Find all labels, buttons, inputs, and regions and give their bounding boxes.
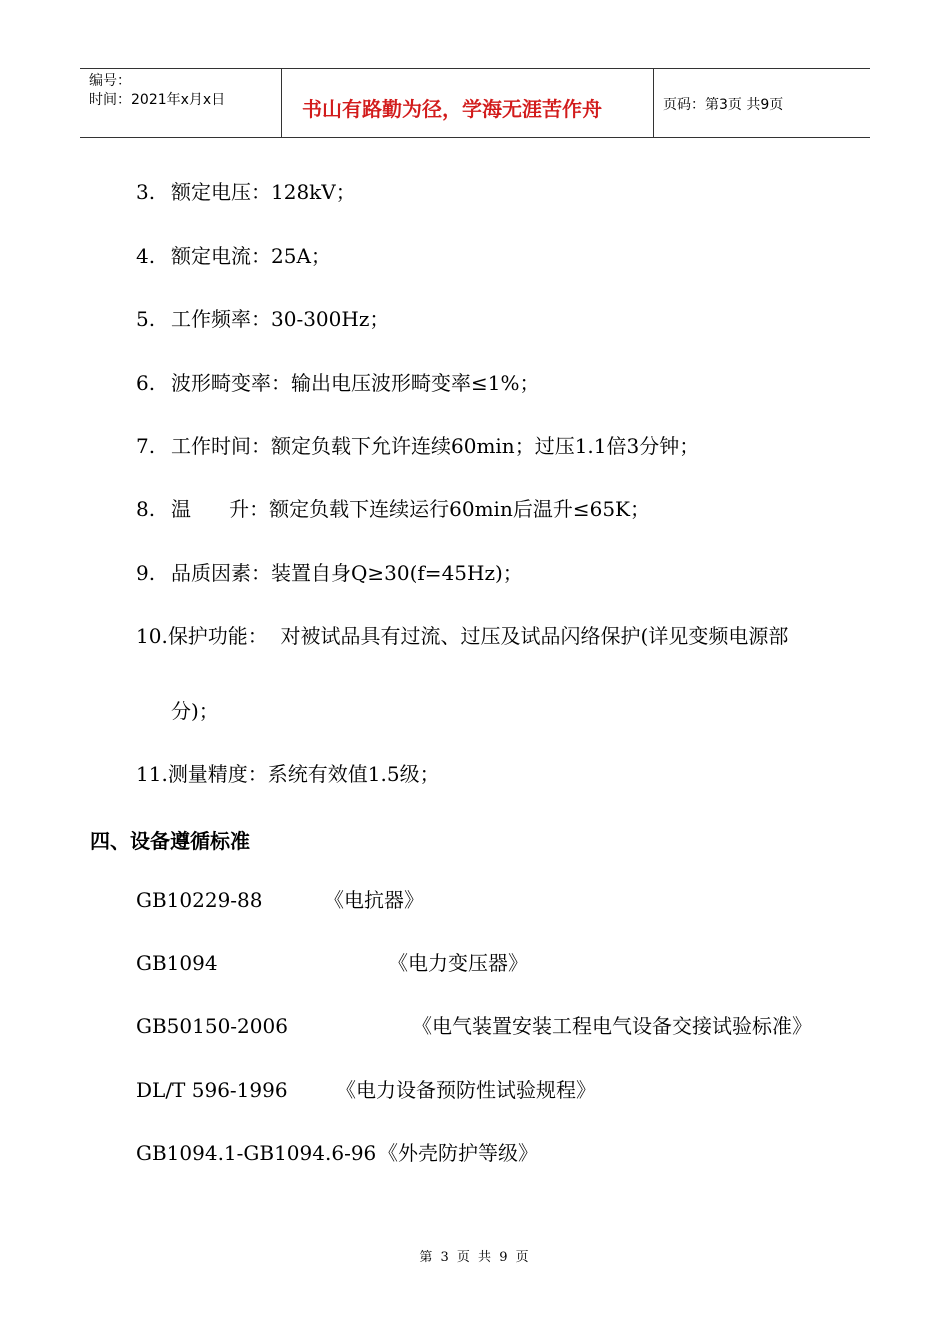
standard-title: 《电力设备预防性试验规程》 [336,1078,596,1102]
spec-item [136,497,650,521]
spec-item [136,624,788,648]
standard-title: 《外壳防护等级》 [378,1141,538,1165]
spec-number: 4. [136,244,156,268]
standard-title: 《电力变压器》 [388,951,528,975]
spec-item [136,762,440,786]
spec-item [136,180,356,204]
standard-row [136,1141,538,1165]
page-header [80,68,870,138]
standard-row [136,1014,812,1038]
page-footer: 第 3 页 共 9 页 [419,1250,531,1265]
spec-number: 10. [136,624,168,648]
spec-text: 波形畸变率：输出电压波形畸变率≤1%； [171,371,540,395]
spec-number: 8. [136,497,156,521]
standard-row [136,951,528,975]
spec-item-continuation [171,699,219,723]
standard-title: 《电气装置安装工程电气设备交接试验标准》 [412,1014,812,1038]
spec-text: 工作频率：30-300Hz； [171,307,390,331]
standard-code: GB10229-88 [136,888,263,912]
spec-text: 工作时间：额定负载下允许连续60min；过压1.1倍3分钟； [171,434,700,458]
spec-item [136,307,389,331]
spec-number: 11. [136,762,168,786]
header-motto: 书山有路勤为径，学海无涯苦作舟 [302,97,602,121]
header-page-label: 页码：第3页 共9页 [663,97,784,113]
standard-code: DL/T 596-1996 [136,1078,288,1102]
standard-code: GB1094.1-GB1094.6-96 [136,1141,377,1165]
spec-text: 额定电流：25A； [171,244,331,268]
spec-number: 6. [136,371,156,395]
spec-number: 3. [136,180,156,204]
standard-title: 《电抗器》 [324,888,424,912]
time-label: 时间：2021年x月x日 [89,92,226,108]
section-heading: 四、设备遵循标准 [90,829,250,853]
spec-text: 温 升：额定负载下连续运行60min后温升≤65K； [171,497,650,521]
spec-item [136,434,699,458]
header-meta [80,69,281,137]
code-label: 编号： [89,73,131,89]
spec-text: 品质因素：装置自身Q≥30(f=45Hz)； [171,561,523,585]
standard-code: GB1094 [136,951,218,975]
spec-number: 5. [136,307,156,331]
spec-item [136,244,331,268]
spec-number: 9. [136,561,156,585]
spec-text: 测量精度：系统有效值1.5级； [167,762,440,786]
spec-text: 保护功能： 对被试品具有过流、过压及试品闪络保护(详见变频电源部 [167,624,789,648]
standard-row [136,1078,596,1102]
standard-code: GB50150-2006 [136,1014,288,1038]
spec-text: 额定电压：128kV； [171,180,356,204]
spec-text: 分)； [171,699,219,723]
spec-item [136,371,540,395]
standard-row [136,888,424,912]
spec-number: 7. [136,434,156,458]
header-motto-cell [281,69,654,137]
spec-item [136,561,523,585]
